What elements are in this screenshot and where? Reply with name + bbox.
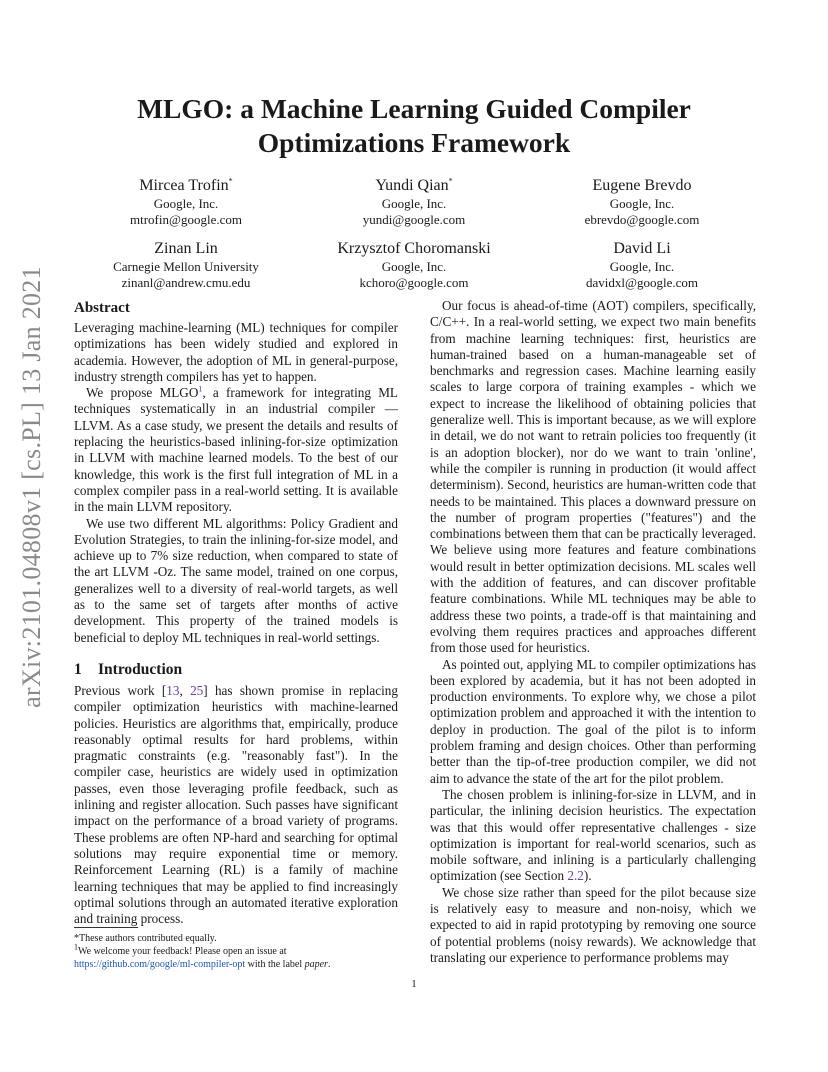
author-affiliation: Google, Inc.	[609, 259, 675, 274]
footnote-number: 1	[74, 942, 78, 952]
right-paragraph-3	[430, 787, 756, 885]
intro-text-start: Previous work [	[74, 682, 167, 698]
author-email: ebrevdo@google.com	[584, 212, 700, 227]
intro-text-rest: ] has shown promise in replacing compiler optimization heuristics with machine-learned policies. Heuristics are algorithms that, empirically, produce reasonably optimal results for hard problems, within pragmatic constraints (e.g. "reasonably fast"). In the compiler case, heuristics are widely used in optimization passes, even those leveraging profile feedback, such as inlining and register allocation. Such passes have significant impact on the performance of a broad variety of programs. These problems are often NP-hard and searching for optimal solutions may require exponential time or memory. Reinforcement Learning (RL) is a family of machine learning techniques that may be applied to find increasingly optimal solutions through an automated iterative exploration and training process.	[74, 682, 398, 927]
abstract-p2-start: We propose MLGO	[86, 385, 199, 401]
author-affiliation: Carnegie Mellon University	[113, 259, 259, 274]
footnote-divider	[74, 927, 138, 928]
title-line-1: MLGO: a Machine Learning Guided Compiler	[137, 93, 691, 124]
footnote-1	[74, 942, 398, 971]
footnote-label: paper	[304, 959, 328, 970]
github-link[interactable]: https://github.com/google/ml-compiler-opt	[74, 959, 246, 970]
arxiv-stamp	[6, 266, 58, 708]
author-email: zinanl@andrew.cmu.edu	[121, 275, 251, 290]
arxiv-stamp-text: arXiv:2101.04808v1 [cs.PL] 13 Jan 2021	[17, 266, 47, 708]
equal-contribution-mark: *	[448, 176, 453, 186]
author-name: Eugene Brevdo	[592, 177, 692, 194]
footnote-1-end: .	[327, 959, 331, 970]
author-email: kchoro@google.com	[359, 275, 469, 290]
right-paragraph-2: As pointed out, applying ML to compiler optimizations has been explored by academia, but it has not been adopted in production environments. To explore why, we chose a pilot optimization problem and approached it with the intention to deploy in production. The goal of the pilot is to inform problem framing and design choices. Other than performing better than the tip-of-tree production compiler, we did not aim to advance the state of the art for the pilot problem.	[430, 656, 756, 786]
section-title: Introduction	[98, 660, 183, 678]
footnotes	[74, 927, 398, 971]
author-name: David Li	[613, 240, 671, 257]
abstract-paragraph-2	[74, 385, 398, 515]
author-block	[72, 175, 300, 228]
equal-contribution-mark: *	[228, 176, 233, 186]
paper-title	[60, 92, 768, 160]
author-name: Yundi Qian	[375, 177, 449, 194]
left-column	[74, 298, 398, 927]
author-block	[72, 238, 300, 291]
right-p3-start: The chosen problem is inlining-for-size in LLVM, and in particular, the inlining decision heuristics. The expectation was that this would offer representative challenges - size optimization is important for real-world scenarios, such as mobile software, and inlining is a particularly challenging optimization (see Section	[430, 786, 756, 884]
footnote-ref-1[interactable]: 1	[198, 384, 203, 394]
author-row-2	[72, 238, 756, 291]
author-affiliation: Google, Inc.	[153, 196, 219, 211]
citation-separator: ,	[179, 682, 191, 698]
abstract-paragraph-3: We use two different ML algorithms: Policy Gradient and Evolution Strategies, to train the inlining-for-size model, and achieve up to 7% size reduction, when compared to state of the art LLVM -Oz. The same model, trained on one corpus, generalizes well to a diversity of real-world targets, as well as to the same set of targets after months of active development. This property of the trained models is beneficial to deploy ML techniques in real-world settings.	[74, 515, 398, 645]
author-block	[528, 175, 756, 228]
author-affiliation: Google, Inc.	[381, 196, 447, 211]
author-name: Zinan Lin	[154, 240, 218, 257]
abstract-p2-rest: , a framework for integrating ML techniques systematically in an industrial compiler — LLVM. As a case study, we present the details and results of replacing the heuristics-based inlining-for-size optimization in LLVM with machine learned models. To the best of our knowledge, this work is the first full integration of ML in a complex compiler pass in a real-world setting. It is available in the main LLVM repository.	[74, 385, 398, 515]
author-name: Krzysztof Choromanski	[337, 240, 491, 257]
section-number: 1	[74, 660, 82, 678]
title-line-2: Optimizations Framework	[257, 127, 571, 158]
author-affiliation: Google, Inc.	[609, 196, 675, 211]
author-affiliation: Google, Inc.	[381, 259, 447, 274]
citation-link[interactable]: 13	[166, 682, 180, 698]
right-p3-end: ).	[583, 868, 592, 884]
footnote-1-text: We welcome your feedback! Please open an issue at	[78, 946, 287, 957]
abstract-paragraph-1: Leveraging machine-learning (ML) techniques for compiler optimizations has been widely studied and explored in academia. However, the adoption of ML in general-purpose, industry strength compilers has yet to happen.	[74, 320, 398, 384]
right-paragraph-1: Our focus is ahead-of-time (AOT) compilers, specifically, C/C++. In a real-world setting, we expect two main benefits from machine learning techniques: first, heuristics are human-trained based on a human-manageable set of benchmarks and regression cases. Machine learning easily scales to large corpora of training examples - which we expect to increase the likelihood of obtaining policies that generalize well. This is important because, as we will explore in detail, we do not want to retrain policies too frequently (it is an adoption blocker), nor do we want to train 'online', while the compiler is running in production (it would affect determinism). Second, heuristics are human-written code that needs to be maintained. This places a downward pressure on the number of program properties ("features") and the combinations between them that can be practically leveraged. We believe using more features and feature combinations would result in better optimization decisions. ML scales well with the addition of features, and can discover profitable feature combinations. While ML techniques may be able to address these two points, a trade-off is that maintaining and evolving them requires practices and approaches different from those used for heuristics.	[430, 298, 756, 656]
right-paragraph-4: We chose size rather than speed for the pilot because size is relatively easy to measure and non-noisy, which we expected to aid in rapid prototyping by removing one source of potential problems (noisy rewards). We acknowledge that translating our experience to performance problems may	[430, 884, 756, 965]
section-heading-introduction	[74, 660, 398, 680]
abstract-heading: Abstract	[74, 300, 130, 316]
page-number: 1	[411, 978, 417, 990]
citation-link[interactable]: 25	[190, 682, 204, 698]
footnote-equal-contribution: *These authors contributed equally.	[74, 933, 217, 944]
author-block	[300, 238, 528, 291]
right-column	[430, 298, 756, 966]
author-row-1	[72, 175, 756, 228]
author-email: davidxl@google.com	[586, 275, 698, 290]
author-email: mtrofin@google.com	[130, 212, 242, 227]
author-email: yundi@google.com	[362, 212, 466, 227]
section-ref-link[interactable]: 2.2	[567, 868, 584, 884]
introduction-paragraph-1	[74, 683, 398, 927]
author-block	[528, 238, 756, 291]
author-block	[300, 175, 528, 228]
footnote-1-mid: with the label	[245, 959, 305, 970]
author-name: Mircea Trofin	[139, 177, 229, 194]
